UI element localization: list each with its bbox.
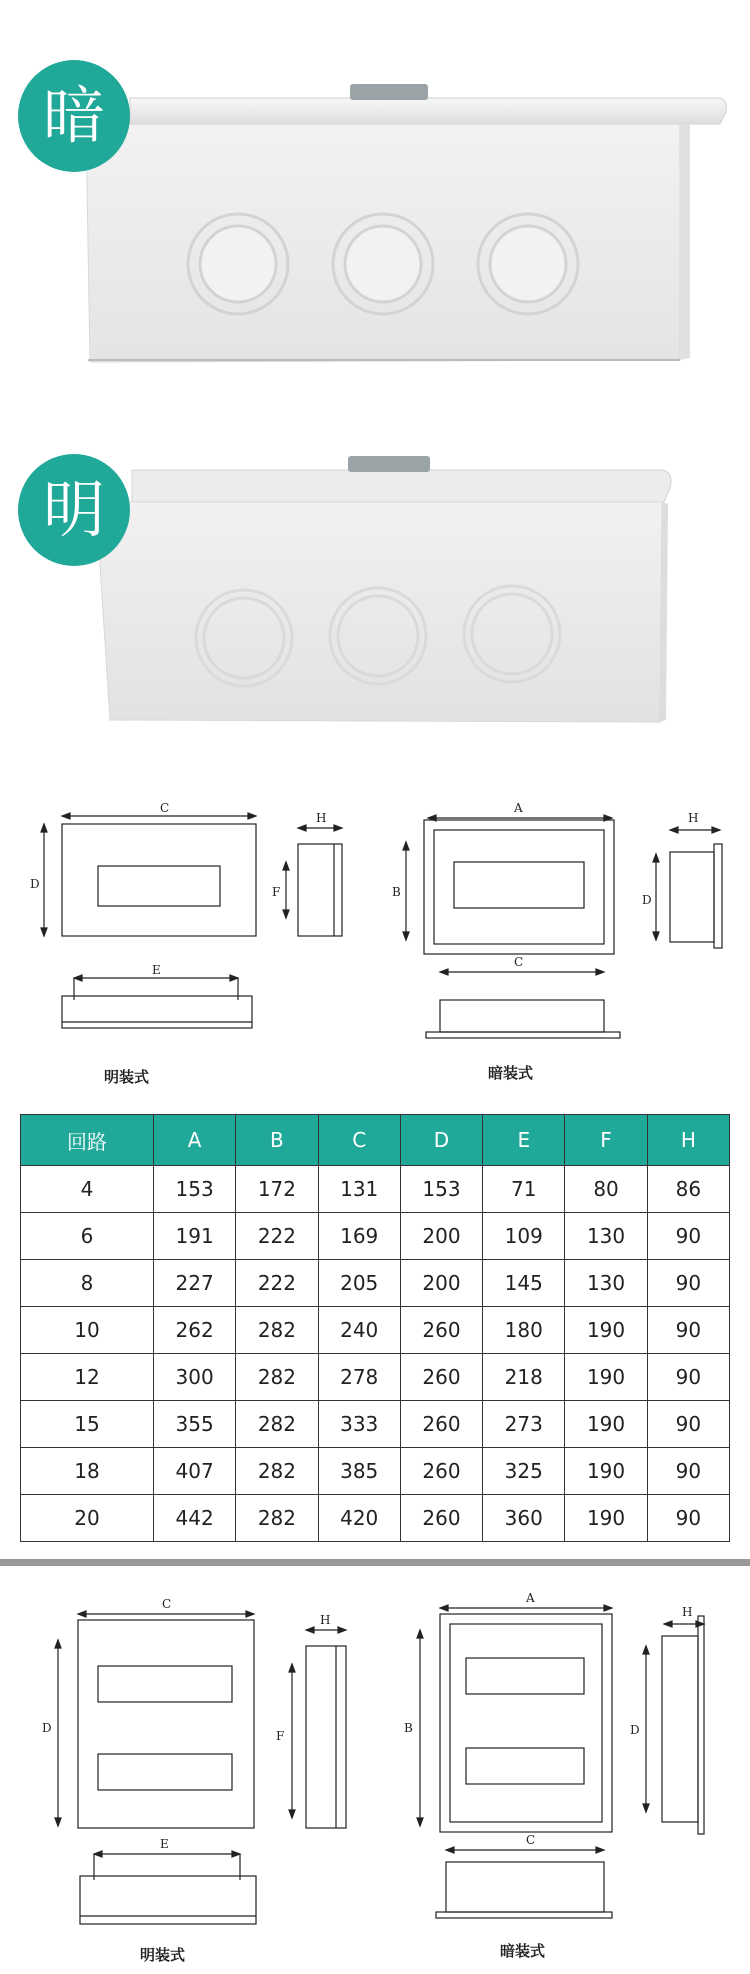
table-cell: 20 — [21, 1495, 154, 1542]
table-cell: 260 — [400, 1354, 482, 1401]
table-cell: 262 — [154, 1307, 236, 1354]
table-cell: 300 — [154, 1354, 236, 1401]
table-cell: 273 — [483, 1401, 565, 1448]
table-cell: 90 — [647, 1401, 729, 1448]
table-cell: 260 — [400, 1401, 482, 1448]
label-b: B — [392, 885, 401, 899]
table-cell: 260 — [400, 1448, 482, 1495]
table-cell: 80 — [565, 1166, 647, 1213]
table-row — [21, 1166, 730, 1213]
table-cell: 153 — [154, 1166, 236, 1213]
table-cell: 222 — [236, 1213, 318, 1260]
table-cell: 90 — [647, 1307, 729, 1354]
table-cell: 190 — [565, 1495, 647, 1542]
table-row — [21, 1213, 730, 1260]
header-circuit: 回路 — [21, 1115, 154, 1166]
table-cell: 222 — [236, 1260, 318, 1307]
label-e: E — [152, 963, 161, 977]
table-row — [21, 1260, 730, 1307]
table-cell: 90 — [647, 1354, 729, 1401]
table-cell: 71 — [483, 1166, 565, 1213]
table-cell: 131 — [318, 1166, 400, 1213]
header-h: H — [647, 1115, 729, 1166]
table-cell: 205 — [318, 1260, 400, 1307]
double-row-dimension-labels — [0, 1590, 750, 1974]
table-cell: 333 — [318, 1401, 400, 1448]
table-cell: 190 — [565, 1448, 647, 1495]
table-cell: 10 — [21, 1307, 154, 1354]
table-cell: 278 — [318, 1354, 400, 1401]
label-d2: D — [630, 1723, 640, 1737]
label-h2: H — [682, 1605, 693, 1619]
table-cell: 360 — [483, 1495, 565, 1542]
label-a: A — [526, 1591, 535, 1605]
label-c: C — [162, 1597, 172, 1611]
table-row — [21, 1401, 730, 1448]
table-cell: 260 — [400, 1307, 482, 1354]
table-cell: 18 — [21, 1448, 154, 1495]
header-b: B — [236, 1115, 318, 1166]
label-f: F — [276, 1729, 285, 1743]
label-d2: D — [642, 893, 652, 907]
photo-section-surface — [0, 430, 750, 730]
dimension-diagram-single-row — [0, 800, 750, 1090]
label-c2: C — [514, 955, 524, 969]
table-cell: 240 — [318, 1307, 400, 1354]
table-cell: 86 — [647, 1166, 729, 1213]
table-cell: 169 — [318, 1213, 400, 1260]
table-cell: 130 — [565, 1260, 647, 1307]
header-c: C — [318, 1115, 400, 1166]
table-row — [21, 1307, 730, 1354]
table-row — [21, 1495, 730, 1542]
table-cell: 442 — [154, 1495, 236, 1542]
table-row — [21, 1448, 730, 1495]
table-cell: 420 — [318, 1495, 400, 1542]
label-h2: H — [688, 811, 699, 825]
table-cell: 190 — [565, 1401, 647, 1448]
dimension-diagram-double-row — [0, 1590, 750, 1974]
table-cell: 282 — [236, 1354, 318, 1401]
table-cell: 190 — [565, 1354, 647, 1401]
header-a: A — [154, 1115, 236, 1166]
table-cell: 130 — [565, 1213, 647, 1260]
table-cell: 4 — [21, 1166, 154, 1213]
table-cell: 90 — [647, 1495, 729, 1542]
label-c2: C — [526, 1833, 536, 1847]
table-cell: 180 — [483, 1307, 565, 1354]
table-cell: 218 — [483, 1354, 565, 1401]
table-cell: 90 — [647, 1448, 729, 1495]
table-cell: 200 — [400, 1213, 482, 1260]
table-cell: 153 — [400, 1166, 482, 1213]
table-cell: 172 — [236, 1166, 318, 1213]
flush-caption: 暗装式 — [488, 1064, 534, 1082]
label-c: C — [160, 801, 170, 815]
section-divider — [0, 1559, 750, 1566]
table-cell: 90 — [647, 1213, 729, 1260]
table-cell: 15 — [21, 1401, 154, 1448]
table-cell: 200 — [400, 1260, 482, 1307]
table-cell: 407 — [154, 1448, 236, 1495]
table-cell: 282 — [236, 1495, 318, 1542]
table-cell: 8 — [21, 1260, 154, 1307]
header-f: F — [565, 1115, 647, 1166]
table-row — [21, 1354, 730, 1401]
table-cell: 90 — [647, 1260, 729, 1307]
label-f: F — [272, 885, 281, 899]
table-cell: 145 — [483, 1260, 565, 1307]
flush-mount-box-photo — [0, 0, 750, 380]
table-cell: 282 — [236, 1401, 318, 1448]
table-cell: 282 — [236, 1448, 318, 1495]
flush-badge: 暗 — [18, 60, 130, 172]
header-d: D — [400, 1115, 482, 1166]
flush-caption: 暗装式 — [500, 1942, 546, 1960]
table-cell: 109 — [483, 1213, 565, 1260]
label-e: E — [160, 1837, 169, 1851]
single-row-dimension-labels — [0, 800, 750, 1090]
label-d: D — [42, 1721, 52, 1735]
label-h: H — [316, 811, 327, 825]
label-d: D — [30, 877, 40, 891]
table-cell: 6 — [21, 1213, 154, 1260]
label-a: A — [514, 801, 523, 815]
spec-table — [20, 1114, 730, 1542]
table-cell: 260 — [400, 1495, 482, 1542]
table-header-row — [21, 1115, 730, 1166]
table-cell: 227 — [154, 1260, 236, 1307]
surface-badge: 明 — [18, 454, 130, 566]
table-cell: 385 — [318, 1448, 400, 1495]
table-cell: 282 — [236, 1307, 318, 1354]
surface-caption: 明装式 — [104, 1068, 150, 1086]
header-e: E — [483, 1115, 565, 1166]
label-b: B — [404, 1721, 413, 1735]
label-h: H — [320, 1613, 331, 1627]
table-cell: 325 — [483, 1448, 565, 1495]
table-cell: 355 — [154, 1401, 236, 1448]
table-cell: 191 — [154, 1213, 236, 1260]
table-cell: 190 — [565, 1307, 647, 1354]
table-cell: 12 — [21, 1354, 154, 1401]
photo-section-flush — [0, 0, 750, 380]
surface-caption: 明装式 — [140, 1946, 186, 1964]
